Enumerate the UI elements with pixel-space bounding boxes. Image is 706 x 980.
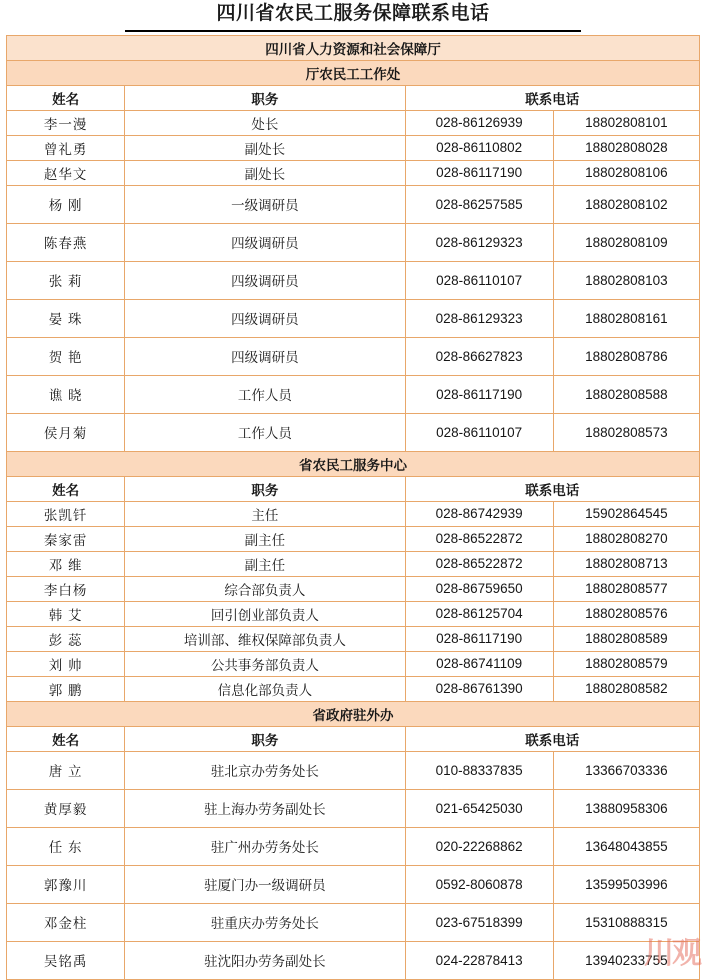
- column-header-name: 姓名: [7, 726, 125, 751]
- table-row: [7, 601, 700, 626]
- table-row: [7, 651, 700, 676]
- cell-mobile-phone: 18802808577: [553, 576, 699, 601]
- column-header-post: 职务: [125, 726, 405, 751]
- section-heading-row: [7, 60, 700, 85]
- cell-office-phone: 028-86129323: [405, 223, 553, 261]
- column-header-post: 职务: [125, 85, 405, 110]
- page-title: 四川省农民工服务保障联系电话: [216, 3, 490, 24]
- column-header-phone: 联系电话: [405, 476, 699, 501]
- cell-name: 张 莉: [7, 261, 125, 299]
- table-row: [7, 185, 700, 223]
- cell-name: 李一漫: [7, 110, 125, 135]
- cell-post: 四级调研员: [125, 299, 405, 337]
- table-row: [7, 337, 700, 375]
- column-header-name: 姓名: [7, 85, 125, 110]
- cell-mobile-phone: 15310888315: [553, 903, 699, 941]
- cell-mobile-phone: 13599503996: [553, 865, 699, 903]
- cell-mobile-phone: 18802808270: [553, 526, 699, 551]
- cell-post: 驻重庆办劳务处长: [125, 903, 405, 941]
- cell-office-phone: 028-86522872: [405, 526, 553, 551]
- cell-name: 陈春燕: [7, 223, 125, 261]
- cell-mobile-phone: 18802808589: [553, 626, 699, 651]
- table-row: [7, 903, 700, 941]
- cell-office-phone: 024-22878413: [405, 941, 553, 979]
- table-row: [7, 941, 700, 979]
- table-row: [7, 299, 700, 337]
- table-row: [7, 110, 700, 135]
- cell-name: 黄厚毅: [7, 789, 125, 827]
- table-row: [7, 223, 700, 261]
- section-heading: 厅农民工工作处: [7, 60, 700, 85]
- cell-name: 晏 珠: [7, 299, 125, 337]
- cell-name: 彭 蕊: [7, 626, 125, 651]
- table-row: [7, 626, 700, 651]
- cell-office-phone: 028-86257585: [405, 185, 553, 223]
- cell-name: 秦家雷: [7, 526, 125, 551]
- table-row: [7, 375, 700, 413]
- section-heading-row: [7, 451, 700, 476]
- cell-name: 李白杨: [7, 576, 125, 601]
- table-row: [7, 551, 700, 576]
- cell-office-phone: 028-86742939: [405, 501, 553, 526]
- cell-mobile-phone: 18802808582: [553, 676, 699, 701]
- cell-mobile-phone: 18802808109: [553, 223, 699, 261]
- cell-mobile-phone: 13940233755: [553, 941, 699, 979]
- cell-mobile-phone: 18802808713: [553, 551, 699, 576]
- cell-mobile-phone: 18802808101: [553, 110, 699, 135]
- cell-name: 邓金柱: [7, 903, 125, 941]
- table-row: [7, 501, 700, 526]
- cell-post: 驻广州办劳务处长: [125, 827, 405, 865]
- cell-office-phone: 028-86741109: [405, 651, 553, 676]
- cell-post: 处长: [125, 110, 405, 135]
- title-underline: [125, 30, 581, 32]
- cell-mobile-phone: 18802808161: [553, 299, 699, 337]
- cell-post: 副处长: [125, 135, 405, 160]
- section-heading: 省政府驻外办: [7, 701, 700, 726]
- cell-mobile-phone: 18802808028: [553, 135, 699, 160]
- cell-post: 副主任: [125, 526, 405, 551]
- cell-name: 刘 帅: [7, 651, 125, 676]
- column-header-phone: 联系电话: [405, 726, 699, 751]
- cell-name: 吴铭禹: [7, 941, 125, 979]
- cell-mobile-phone: 18802808579: [553, 651, 699, 676]
- table-row: [7, 135, 700, 160]
- column-header-post: 职务: [125, 476, 405, 501]
- section-heading-row: [7, 701, 700, 726]
- table-row: [7, 261, 700, 299]
- cell-office-phone: 028-86110107: [405, 261, 553, 299]
- cell-mobile-phone: 18802808576: [553, 601, 699, 626]
- table-row: [7, 576, 700, 601]
- cell-post: 公共事务部负责人: [125, 651, 405, 676]
- table-row: [7, 827, 700, 865]
- cell-office-phone: 028-86522872: [405, 551, 553, 576]
- cell-post: 回引创业部负责人: [125, 601, 405, 626]
- cell-office-phone: 028-86110802: [405, 135, 553, 160]
- cell-mobile-phone: 15902864545: [553, 501, 699, 526]
- cell-office-phone: 023-67518399: [405, 903, 553, 941]
- cell-name: 郭豫川: [7, 865, 125, 903]
- cell-office-phone: 028-86125704: [405, 601, 553, 626]
- cell-office-phone: 010-88337835: [405, 751, 553, 789]
- cell-mobile-phone: 18802808106: [553, 160, 699, 185]
- cell-office-phone: 028-86129323: [405, 299, 553, 337]
- cell-post: 副主任: [125, 551, 405, 576]
- cell-office-phone: 028-86117190: [405, 375, 553, 413]
- cell-post: 综合部负责人: [125, 576, 405, 601]
- cell-office-phone: 020-22268862: [405, 827, 553, 865]
- cell-mobile-phone: 13648043855: [553, 827, 699, 865]
- contacts-table: [6, 35, 700, 980]
- cell-mobile-phone: 18802808573: [553, 413, 699, 451]
- watermark-text: 川观: [644, 936, 700, 970]
- section-heading: 省农民工服务中心: [7, 451, 700, 476]
- table-body: [7, 35, 700, 979]
- cell-office-phone: 028-86759650: [405, 576, 553, 601]
- cell-name: 曾礼勇: [7, 135, 125, 160]
- document-subtitle-row: [7, 35, 700, 60]
- cell-office-phone: 028-86761390: [405, 676, 553, 701]
- table-row: [7, 160, 700, 185]
- cell-mobile-phone: 13366703336: [553, 751, 699, 789]
- cell-name: 侯月菊: [7, 413, 125, 451]
- cell-post: 工作人员: [125, 375, 405, 413]
- cell-name: 赵华文: [7, 160, 125, 185]
- cell-post: 主任: [125, 501, 405, 526]
- cell-name: 谯 晓: [7, 375, 125, 413]
- cell-office-phone: 021-65425030: [405, 789, 553, 827]
- cell-post: 培训部、维权保障部负责人: [125, 626, 405, 651]
- cell-post: 工作人员: [125, 413, 405, 451]
- cell-post: 驻沈阳办劳务副处长: [125, 941, 405, 979]
- cell-mobile-phone: 18802808786: [553, 337, 699, 375]
- cell-name: 任 东: [7, 827, 125, 865]
- table-row: [7, 526, 700, 551]
- column-header-phone: 联系电话: [405, 85, 699, 110]
- cell-post: 四级调研员: [125, 337, 405, 375]
- column-header-row: [7, 726, 700, 751]
- column-header-row: [7, 476, 700, 501]
- cell-post: 一级调研员: [125, 185, 405, 223]
- cell-mobile-phone: 18802808588: [553, 375, 699, 413]
- cell-name: 张凯钎: [7, 501, 125, 526]
- cell-office-phone: 0592-8060878: [405, 865, 553, 903]
- table-row: [7, 789, 700, 827]
- cell-name: 贺 艳: [7, 337, 125, 375]
- cell-mobile-phone: 18802808102: [553, 185, 699, 223]
- cell-post: 四级调研员: [125, 223, 405, 261]
- column-header-name: 姓名: [7, 476, 125, 501]
- cell-post: 驻北京办劳务处长: [125, 751, 405, 789]
- cell-mobile-phone: 13880958306: [553, 789, 699, 827]
- cell-post: 信息化部负责人: [125, 676, 405, 701]
- table-row: [7, 865, 700, 903]
- cell-name: 杨 刚: [7, 185, 125, 223]
- cell-post: 四级调研员: [125, 261, 405, 299]
- document-subtitle: 四川省人力资源和社会保障厅: [7, 35, 700, 60]
- cell-office-phone: 028-86126939: [405, 110, 553, 135]
- table-row: [7, 413, 700, 451]
- cell-mobile-phone: 18802808103: [553, 261, 699, 299]
- cell-name: 韩 艾: [7, 601, 125, 626]
- cell-name: 唐 立: [7, 751, 125, 789]
- cell-office-phone: 028-86627823: [405, 337, 553, 375]
- cell-name: 郭 鹏: [7, 676, 125, 701]
- table-row: [7, 751, 700, 789]
- cell-office-phone: 028-86117190: [405, 160, 553, 185]
- cell-office-phone: 028-86110107: [405, 413, 553, 451]
- cell-name: 邓 维: [7, 551, 125, 576]
- cell-post: 驻厦门办一级调研员: [125, 865, 405, 903]
- cell-office-phone: 028-86117190: [405, 626, 553, 651]
- cell-post: 驻上海办劳务副处长: [125, 789, 405, 827]
- table-row: [7, 676, 700, 701]
- cell-post: 副处长: [125, 160, 405, 185]
- column-header-row: [7, 85, 700, 110]
